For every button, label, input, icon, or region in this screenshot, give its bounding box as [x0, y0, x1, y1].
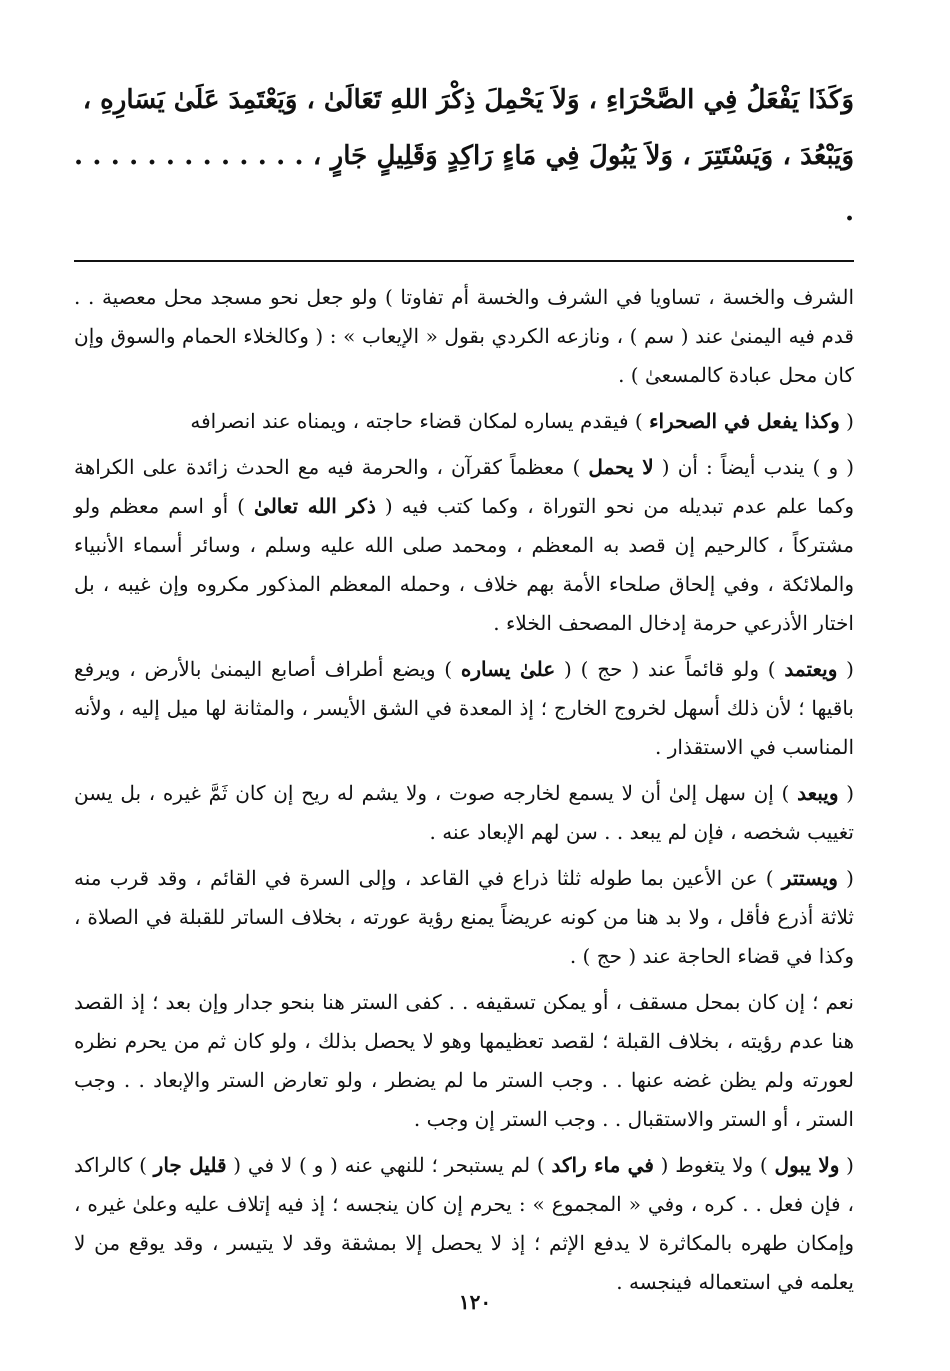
commentary-paragraph: [74, 983, 854, 1139]
commentary-text: ) ولا يتغوط (: [653, 1153, 775, 1177]
commentary-paragraph: [74, 1146, 854, 1302]
commentary-paragraph: [74, 774, 854, 852]
matn-quote: في ماء راكد: [551, 1153, 654, 1177]
commentary-text: (: [839, 409, 854, 433]
matn-quote: لا يحمل: [588, 455, 654, 479]
matn-text: [74, 72, 854, 240]
commentary-text: ( و ) يندب أيضاً : أن (: [653, 455, 854, 479]
commentary-text: الشرف والخسة ، تساويا في الشرف والخسة أم تفاوتا ) ولو جعل نحو مسجد محل معصية . . قدم فيه اليمنىٰ عند ( سم ) ، ونازعه الكردي بقول « الإيعاب » : ( وكالخلاء الحمام والسوق وإن كان محل عبادة كالمسعىٰ ) .: [74, 285, 854, 387]
commentary-paragraph: [74, 402, 854, 441]
matn-quote: ويستتر: [781, 866, 838, 890]
matn-quote: علىٰ يساره: [460, 657, 556, 681]
commentary-text: ) معظماً كقرآن ، والحرمة فيه مع الحدث زائدة على الكراهة وكما علم عدم تبديله من نحو التوراة ، وكما كتب فيه (: [74, 455, 854, 518]
matn-quote: وكذا يفعل في الصحراء: [649, 409, 840, 433]
page-number: ١٢٠: [458, 1290, 492, 1314]
commentary-text: ) ويضع أطراف أصابع اليمنىٰ بالأرض ، ويرفع باقيها ؛ لأن ذلك أسهل لخروج الخارج ؛ إذ المعدة في الشق الأيسر ، والمثانة لها ميل إليه ، ولأنه المناسب في الاستقذار .: [74, 657, 854, 759]
commentary-text: (: [837, 866, 854, 890]
commentary-paragraph: [74, 650, 854, 767]
commentary-text: ) إن سهل إلىٰ أن لا يسمع لخارجه صوت ، ولا يشم له ريح إن كان ثَمَّ غيره ، بل يسن تغييب شخصه ، فإن لم يبعد . . سن لهم الإبعاد عنه .: [74, 781, 854, 844]
matn-line-2: وَيَبْعُدَ ، وَيَسْتَتِرَ ، وَلاَ يَبُولَ فِي مَاءٍ رَاكِدٍ وَقَلِيلٍ جَارٍ ، . . . . . . . . . . . . . .: [74, 141, 854, 227]
commentary-text: (: [838, 781, 854, 805]
matn-quote: ولا يبول: [774, 1153, 840, 1177]
commentary-text: نعم ؛ إن كان بمحل مسقف ، أو يمكن تسقيفه . . كفى الستر هنا بنحو جدار وإن بعد ؛ إذ القصد هنا عدم رؤيته ، بخلاف القبلة ؛ لقصد تعظيمها وهو لا يحصل بذلك ، ولو كان ثم من يحرم نظره لعورته ولم يظن غضه عنها . . وجب الستر ما لم يضطر ، ولو تعارض الستر والإبعاد . . وجب الستر ، أو الستر والاستقبال . . وجب الستر إن وجب .: [74, 990, 854, 1131]
commentary-paragraph: [74, 448, 854, 643]
commentary-paragraph: [74, 278, 854, 395]
commentary-text: ) فيقدم يساره لمكان قضاء حاجته ، ويمناه عند انصرافه: [190, 409, 650, 433]
matn-line-1: وَكَذَا يَفْعَلُ فِي الصَّحْرَاءِ ، وَلاَ يَحْمِلَ ذِكْرَ اللهِ تَعَالَىٰ ، وَيَعْتَمِدَ عَلَىٰ يَسَارِهِ ،: [82, 85, 854, 115]
page-body: [74, 72, 854, 1309]
matn-quote: ذكر الله تعالىٰ: [254, 494, 376, 518]
commentary-paragraph: [74, 859, 854, 976]
commentary-text: ) لم يستبحر ؛ للنهي عنه ( و ) لا في (: [226, 1153, 552, 1177]
commentary-text: ) عن الأعين بما طوله ثلثا ذراع في القاعد ، وإلى السرة في القائم ، وقد قرب منه ثلاثة أذرع فأقل ، ولا بد هنا من كونه عريضاً يمنع رؤية عورته ، بخلاف الساتر للقبلة في الصلاة ، وكذا في قضاء الحاجة عند ( حج ) .: [74, 866, 854, 968]
matn-quote: قليل جار: [153, 1153, 227, 1177]
commentary-text: ) أو اسم معظم ولو مشتركاً ، كالرحيم إن قصد به المعظم ، ومحمد صلى الله عليه وسلم ، وسائر أسماء الأنبياء والملائكة ، وفي إلحاق صلحاء الأمة بهم خلاف ، وحمله المعظم المذكور مكروه وإن غيبه ، بل اختار الأذرعي حرمة إدخال المصحف الخلاء .: [74, 494, 854, 635]
separator-rule: [74, 260, 854, 262]
commentary-text: ) ولو قائماً عند ( حج ) (: [555, 657, 785, 681]
commentary-text: (: [839, 1153, 854, 1177]
commentary-text: ) كالراكد ، فإن فعل . . كره ، وفي « المجموع » : يحرم إن كان ينجسه ؛ إذ فيه إتلاف عليه وعلىٰ غيره ، وإمكان طهره بالمكاثرة لا يدفع الإثم ؛ إذ لا يحصل إلا بمشقة وقد لا يتيسر ، وقد يوقع من لا يعلمه في استعماله فينجسه .: [74, 1153, 854, 1294]
commentary: [74, 278, 854, 1302]
commentary-text: (: [837, 657, 854, 681]
matn-quote: ويبعد: [797, 781, 839, 805]
matn-quote: ويعتمد: [784, 657, 838, 681]
